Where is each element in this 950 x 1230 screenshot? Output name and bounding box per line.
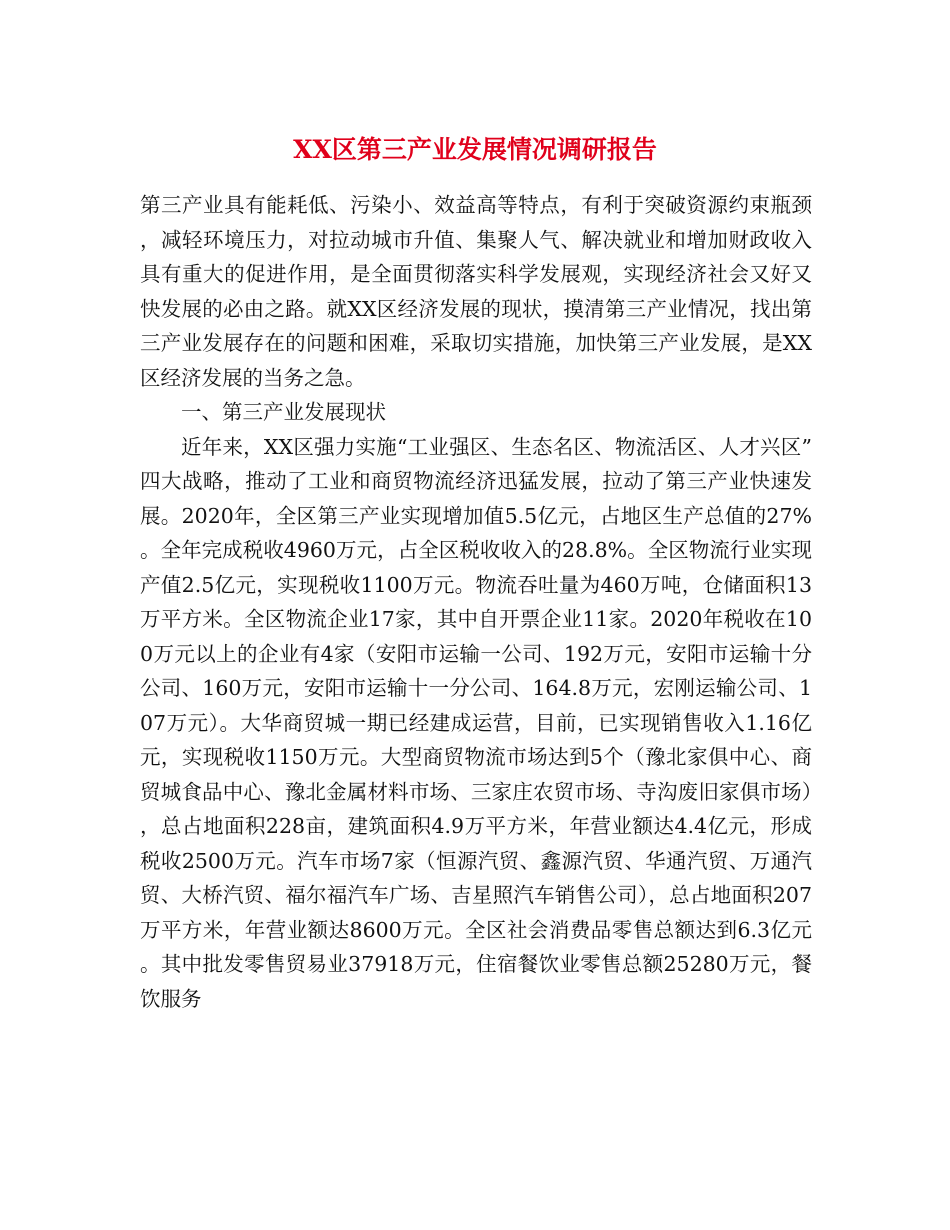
section-heading: 一、第三产业发展现状 xyxy=(181,400,386,424)
body-paragraph: 近年来，XX区强力实施“工业强区、生态名区、物流活区、人才兴区”四大战略，推动了工业和商贸物流经济迅猛发展，拉动了第三产业快速发展。2020年，全区第三产业实现增加值5.5亿元，占地区生产总值的27%。全年完成税收4960万元，占全区税收收入的28.8%。全区物流行业实现产值2.5亿元，实现税收1100万元。物流吞吐量为460万吨，仓储面积13万平方米。全区物流企业17家，其中自开票企业11家。2020年税收在100万元以上的企业有4家（安阳市运输一公司、192万元，安阳市运输十分公司、160万元，安阳市运输十一分公司、164.8万元，宏刚运输公司、107万元）。大华商贸城一期已经建成运营，目前，已实现销售收入1.16亿元，实现税收1150万元。大型商贸物流市场达到5个（豫北家俱中心、商贸城食品中心、豫北金属材料市场、三家庄农贸市场、寺沟废旧家俱市场），总占地面积228亩，建筑面积4.9万平方米，年营业额达4.4亿元，形成税收2500万元。汽车市场7家（恒源汽贸、鑫源汽贸、华通汽贸、万通汽贸、大桥汽贸、福尔福汽车广场、吉星照汽车销售公司），总占地面积207万平方米，年营业额达8600万元。全区社会消费品零售总额达到6.3亿元。其中批发零售贸易业37918万元，住宿餐饮业零售总额25280万元，餐饮服务 xyxy=(140,434,812,1011)
document-title: XX区第三产业发展情况调研报告 xyxy=(293,135,657,164)
document-body xyxy=(140,188,812,1016)
intro-paragraph: 第三产业具有能耗低、污染小、效益高等特点，有利于突破资源约束瓶颈，减轻环境压力，对拉动城市升值、集聚人气、解决就业和增加财政收入具有重大的促进作用，是全面贯彻落实科学发展观，实现经济社会又好又快发展的必由之路。就XX区经济发展的现状，摸清第三产业情况，找出第三产业发展存在的问题和困难，采取切实措施，加快第三产业发展，是XX区经济发展的当务之急。 xyxy=(140,193,812,390)
